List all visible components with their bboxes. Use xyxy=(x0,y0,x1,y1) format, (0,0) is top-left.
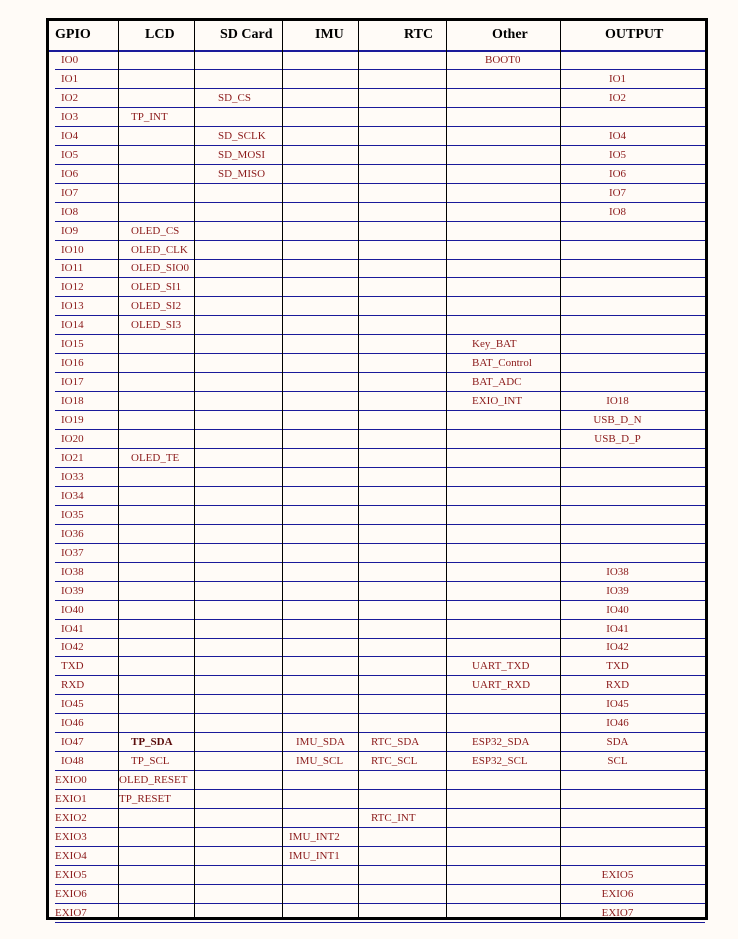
cell-gpio: EXIO0 xyxy=(55,774,87,787)
cell-gpio: IO18 xyxy=(61,395,84,408)
cell-gpio: IO42 xyxy=(61,641,84,654)
table-row xyxy=(49,165,705,184)
table-row xyxy=(49,676,705,695)
cell-gpio: IO33 xyxy=(61,470,84,483)
table-row xyxy=(49,733,705,752)
table-row xyxy=(49,771,705,790)
table-row xyxy=(49,108,705,127)
cell-gpio: IO9 xyxy=(61,224,79,237)
cell-lcd: OLED_SI1 xyxy=(131,281,182,294)
cell-output: IO5 xyxy=(608,148,627,161)
cell-output: IO39 xyxy=(606,584,629,597)
cell-gpio: IO36 xyxy=(61,527,84,540)
cell-gpio: IO7 xyxy=(61,186,79,199)
column-divider xyxy=(446,21,447,917)
column-divider xyxy=(118,21,119,917)
table-row xyxy=(49,184,705,203)
table-row xyxy=(49,354,705,373)
cell-other: BOOT0 xyxy=(485,54,521,66)
table-row xyxy=(49,392,705,411)
table-row xyxy=(49,241,705,260)
table-row xyxy=(49,657,705,676)
cell-gpio: IO37 xyxy=(61,546,84,559)
cell-output: SCL xyxy=(607,755,628,768)
column-divider xyxy=(282,21,283,917)
table-row xyxy=(49,695,705,714)
cell-sd-card: SD_SCLK xyxy=(218,129,266,142)
table-row xyxy=(49,259,705,278)
cell-gpio: IO13 xyxy=(61,300,84,313)
cell-gpio: IO48 xyxy=(61,755,84,768)
cell-lcd: OLED_TE xyxy=(131,451,180,464)
table-row xyxy=(49,127,705,146)
cell-gpio: IO40 xyxy=(61,603,84,616)
cell-output: IO40 xyxy=(606,603,629,616)
cell-sd-card: SD_MISO xyxy=(218,167,266,180)
cell-lcd: TP_SDA xyxy=(131,736,173,749)
table-row xyxy=(49,70,705,89)
header-sd-card: SD Card xyxy=(220,27,273,42)
cell-gpio: EXIO2 xyxy=(55,812,87,824)
table-row xyxy=(49,563,705,582)
cell-gpio: IO1 xyxy=(61,72,79,85)
cell-output: IO7 xyxy=(608,186,627,199)
cell-output: IO8 xyxy=(608,205,627,218)
cell-gpio: IO16 xyxy=(61,357,84,370)
cell-gpio: IO0 xyxy=(61,54,79,66)
cell-gpio: IO46 xyxy=(61,717,84,730)
cell-output: USB_D_N xyxy=(593,414,642,427)
cell-lcd: OLED_SI3 xyxy=(131,319,182,332)
cell-gpio: IO39 xyxy=(61,584,84,597)
cell-gpio: IO47 xyxy=(61,736,84,749)
table-row xyxy=(49,449,705,468)
cell-lcd: OLED_CLK xyxy=(131,243,188,256)
table-row xyxy=(49,544,705,563)
cell-other: Key_BAT xyxy=(472,338,517,351)
column-divider xyxy=(194,21,195,917)
cell-gpio: IO8 xyxy=(61,205,79,218)
table-row xyxy=(49,146,705,165)
header-rtc: RTC xyxy=(404,27,434,42)
table-row xyxy=(49,411,705,430)
cell-other: BAT_ADC xyxy=(472,376,522,389)
cell-other: ESP32_SDA xyxy=(472,736,530,749)
cell-other: ESP32_SCL xyxy=(472,755,528,768)
cell-gpio: IO14 xyxy=(61,319,84,332)
cell-gpio: IO15 xyxy=(61,338,84,351)
table-row xyxy=(49,430,705,449)
column-divider xyxy=(358,21,359,917)
cell-output: IO46 xyxy=(606,717,629,730)
table-row xyxy=(49,885,705,904)
row-divider xyxy=(560,922,705,923)
cell-output: IO1 xyxy=(608,72,627,85)
cell-other: BAT_Control xyxy=(472,357,532,370)
cell-gpio: IO41 xyxy=(61,622,84,635)
cell-output: IO41 xyxy=(606,622,629,635)
table-row xyxy=(49,278,705,297)
header-other: Other xyxy=(492,27,528,42)
gpio-mapping-table xyxy=(46,18,708,920)
table-row xyxy=(49,714,705,733)
cell-imu: IMU_INT2 xyxy=(289,830,340,843)
cell-output: IO45 xyxy=(606,698,629,711)
table-row xyxy=(49,809,705,828)
table-row xyxy=(49,790,705,809)
cell-gpio: EXIO1 xyxy=(55,793,87,806)
header-imu: IMU xyxy=(315,27,344,42)
cell-output: IO38 xyxy=(606,565,629,578)
table-row xyxy=(49,316,705,335)
row-divider xyxy=(194,922,282,923)
cell-output: EXIO6 xyxy=(601,887,634,900)
cell-output: IO42 xyxy=(606,641,629,654)
cell-gpio: IO17 xyxy=(61,376,84,389)
cell-gpio: EXIO3 xyxy=(55,830,87,843)
cell-lcd: TP_INT xyxy=(131,110,168,123)
table-row xyxy=(49,752,705,771)
cell-gpio: IO21 xyxy=(61,451,84,464)
cell-output: EXIO5 xyxy=(601,868,634,881)
table-row xyxy=(49,203,705,222)
table-row xyxy=(49,582,705,601)
cell-gpio: IO2 xyxy=(61,91,79,104)
cell-output: USB_D_P xyxy=(594,433,641,445)
table-row xyxy=(49,89,705,108)
header-gpio: GPIO xyxy=(55,27,91,42)
cell-gpio: IO4 xyxy=(61,129,79,142)
table-row xyxy=(49,828,705,847)
cell-gpio: IO19 xyxy=(61,414,84,427)
table-row xyxy=(49,638,705,657)
cell-output: TXD xyxy=(606,660,629,673)
cell-lcd: OLED_CS xyxy=(131,224,180,237)
table-row xyxy=(49,866,705,885)
cell-imu: IMU_SDA xyxy=(296,736,345,749)
cell-lcd: TP_SCL xyxy=(131,755,170,768)
cell-rtc: RTC_SDA xyxy=(371,736,420,749)
cell-gpio: IO34 xyxy=(61,489,84,502)
table-row xyxy=(49,525,705,544)
cell-rtc: RTC_SCL xyxy=(371,755,418,768)
cell-gpio: IO3 xyxy=(61,110,79,123)
row-divider xyxy=(446,922,560,923)
cell-output: EXIO7 xyxy=(601,906,634,919)
cell-lcd: TP_RESET xyxy=(119,793,171,806)
cell-output: IO2 xyxy=(608,91,627,104)
row-divider xyxy=(118,922,194,923)
cell-output: IO6 xyxy=(608,167,627,180)
cell-gpio: EXIO5 xyxy=(55,868,87,881)
cell-lcd: OLED_SI2 xyxy=(131,300,182,313)
cell-gpio: IO10 xyxy=(61,243,84,256)
cell-gpio: EXIO6 xyxy=(55,887,87,900)
cell-output: IO4 xyxy=(608,129,627,142)
cell-sd-card: SD_MOSI xyxy=(218,148,266,161)
cell-gpio: IO20 xyxy=(61,433,84,445)
row-divider xyxy=(282,922,358,923)
table-row xyxy=(49,487,705,506)
table-row xyxy=(49,904,705,923)
row-divider xyxy=(358,922,446,923)
column-divider xyxy=(560,21,561,917)
table-row xyxy=(49,468,705,487)
table-row xyxy=(49,847,705,866)
cell-gpio: IO45 xyxy=(61,698,84,711)
cell-output: IO18 xyxy=(606,395,629,408)
cell-gpio: EXIO7 xyxy=(55,906,87,919)
cell-gpio: RXD xyxy=(61,679,85,692)
row-divider xyxy=(55,922,118,923)
cell-gpio: IO5 xyxy=(61,148,79,161)
table-row xyxy=(49,373,705,392)
cell-other: UART_TXD xyxy=(472,660,530,673)
cell-lcd: OLED_RESET xyxy=(119,774,188,787)
cell-imu: IMU_SCL xyxy=(296,755,344,768)
cell-imu: IMU_INT1 xyxy=(289,849,340,862)
cell-lcd: OLED_SIO0 xyxy=(131,262,190,275)
table-row xyxy=(49,222,705,241)
table-row xyxy=(49,506,705,525)
cell-gpio: TXD xyxy=(61,660,84,673)
cell-sd-card: SD_CS xyxy=(218,91,252,104)
table-row xyxy=(49,51,705,70)
table-row xyxy=(49,297,705,316)
cell-rtc: RTC_INT xyxy=(371,812,416,824)
cell-gpio: IO6 xyxy=(61,167,79,180)
cell-other: UART_RXD xyxy=(472,679,531,692)
cell-gpio: EXIO4 xyxy=(55,849,87,862)
table-row xyxy=(49,620,705,639)
header-lcd: LCD xyxy=(145,27,175,42)
cell-output: SDA xyxy=(606,736,629,749)
cell-gpio: IO38 xyxy=(61,565,84,578)
cell-output: RXD xyxy=(605,679,630,692)
header-output: OUTPUT xyxy=(605,27,664,42)
table-row xyxy=(49,335,705,354)
cell-other: EXIO_INT xyxy=(472,395,523,408)
table-row xyxy=(49,601,705,620)
table-header xyxy=(49,21,705,52)
cell-gpio: IO12 xyxy=(61,281,84,294)
cell-gpio: IO11 xyxy=(61,262,84,275)
cell-gpio: IO35 xyxy=(61,508,84,521)
